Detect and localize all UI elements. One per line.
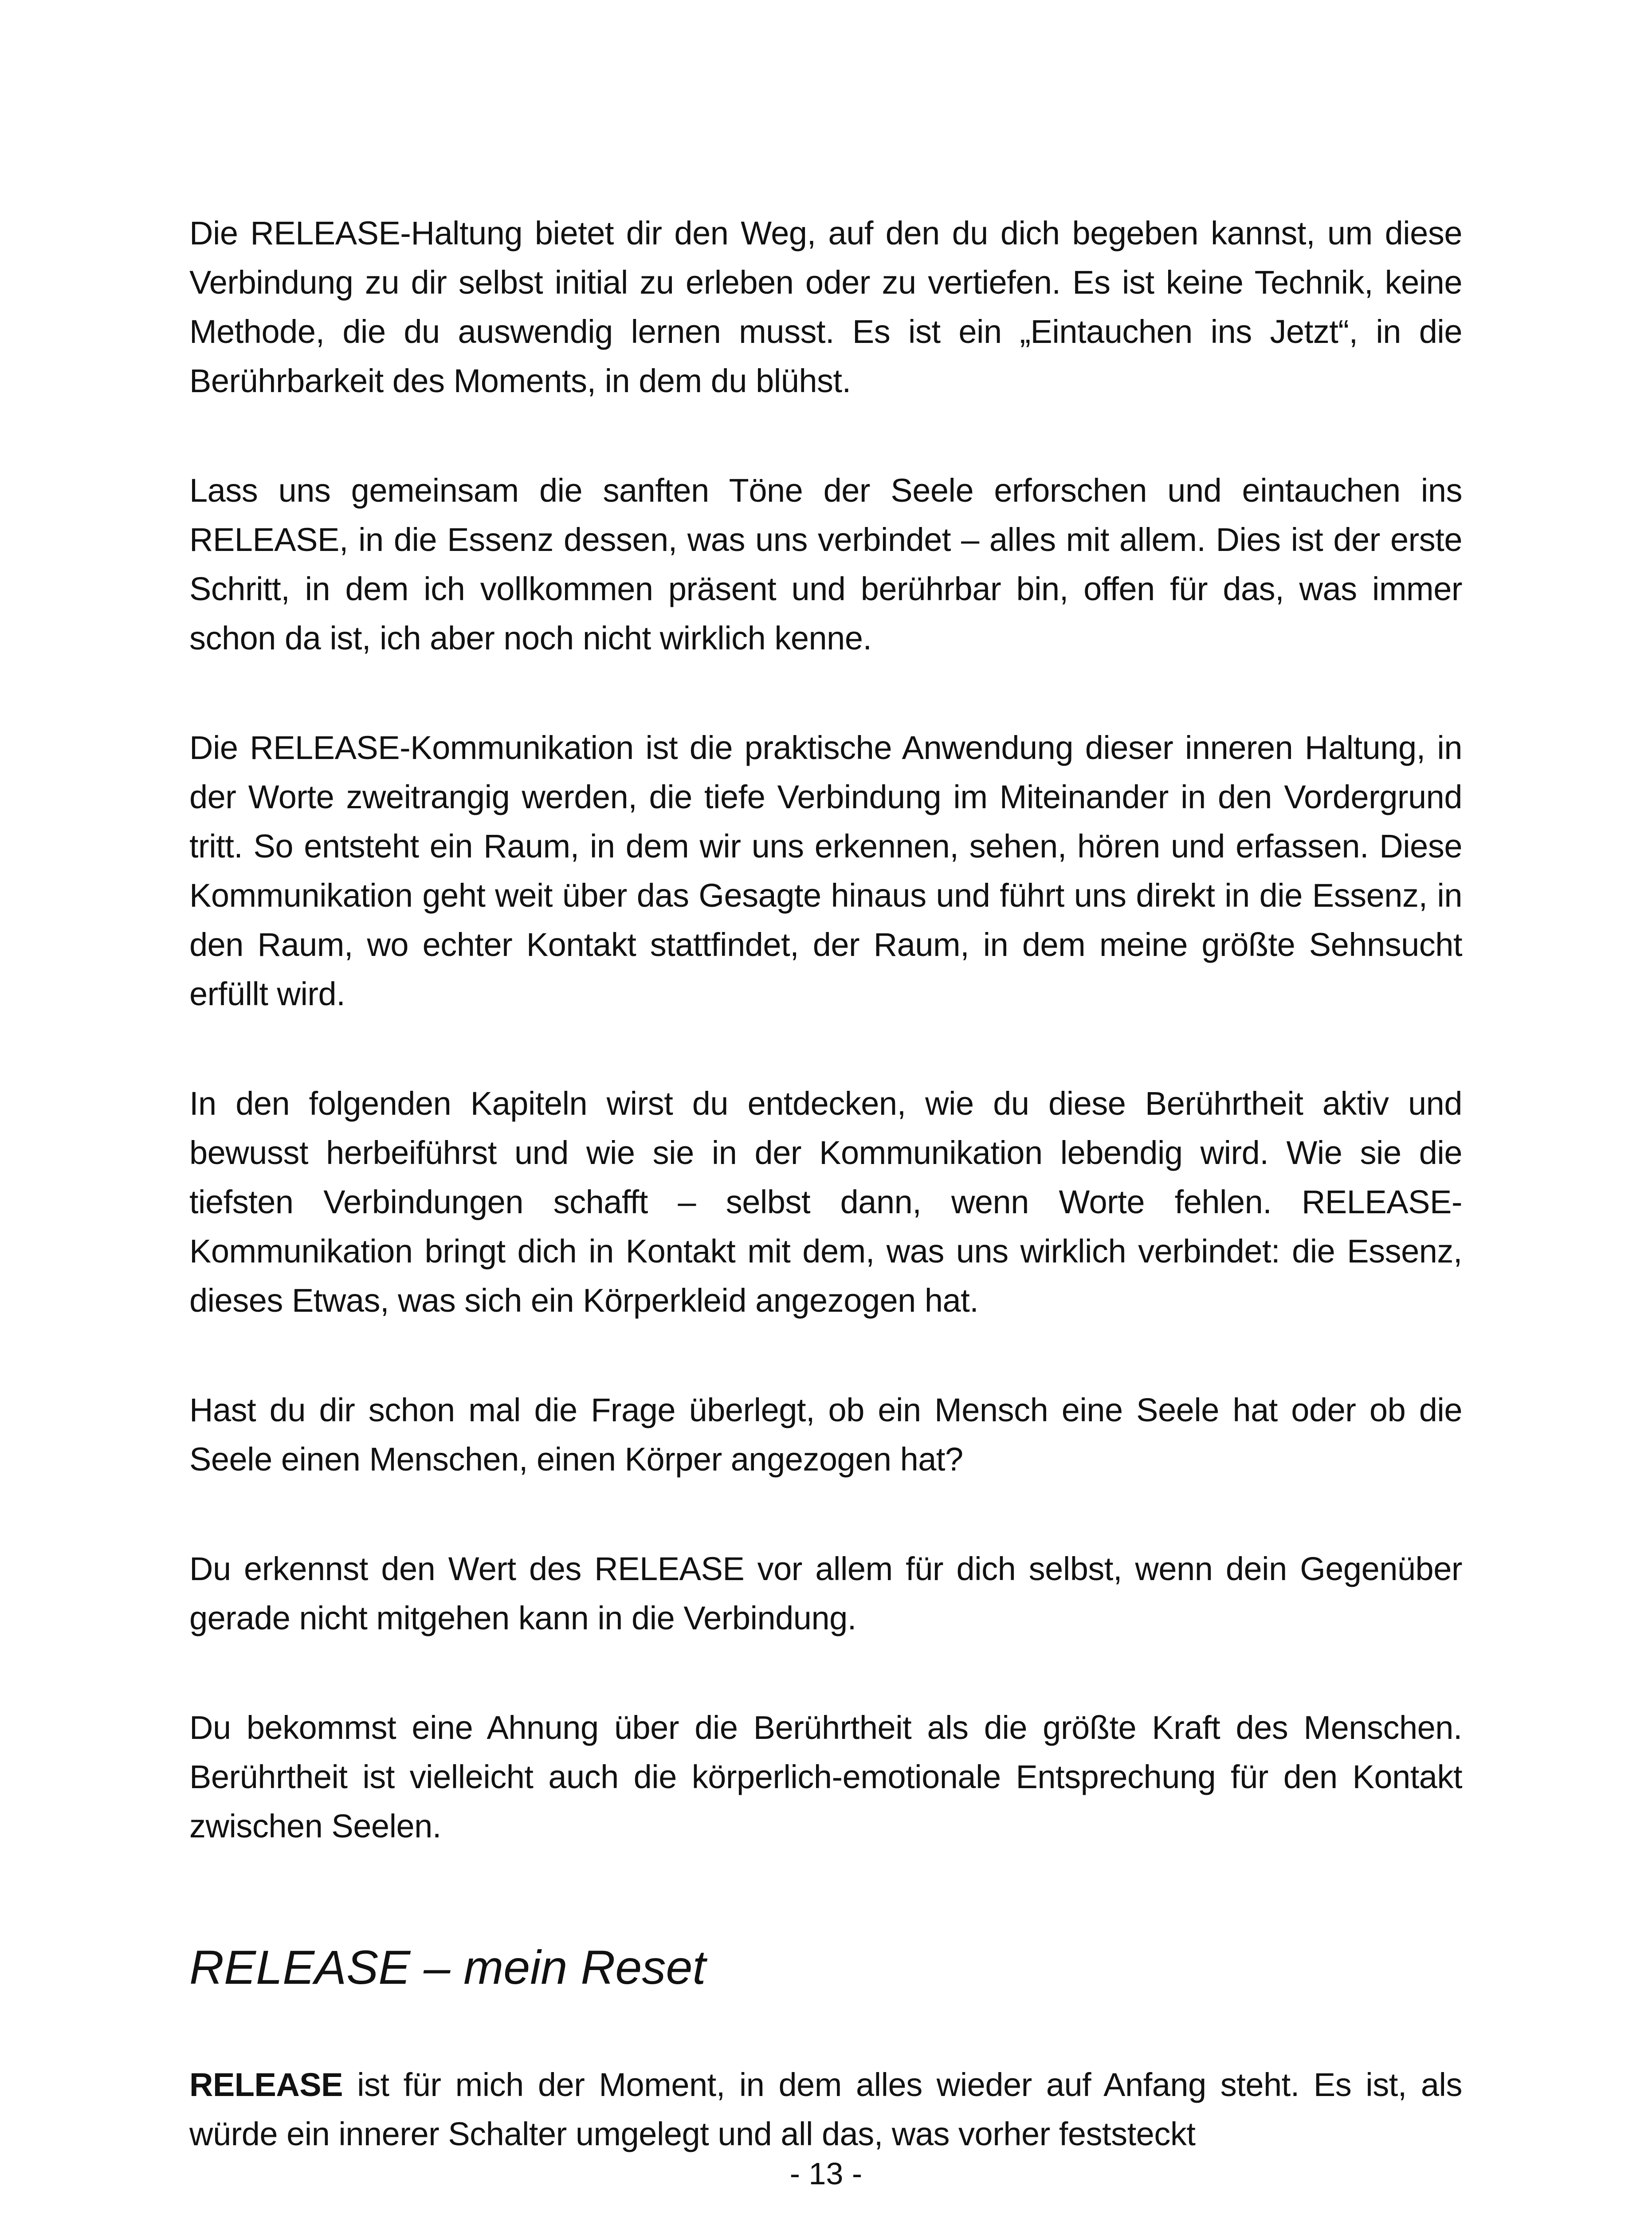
- paragraph-release-haltung: Die RELEASE-Haltung bietet dir den Weg, auf den du dich begeben kannst, um diese Verbindung zu dir selbst initial zu erleben oder zu vertiefen. Es ist keine Technik, keine Methode, die du auswendig lernen musst. Es ist ein „Eintauchen ins Jetzt“, in die Berührbarkeit des Moments, in dem du blühst.: [189, 215, 1462, 399]
- paragraph-release-reset: [189, 2060, 1462, 2159]
- page-number: - 13 -: [789, 2156, 863, 2191]
- paragraph-release-reset-text: ist für mich der Moment, in dem alles wieder auf Anfang steht. Es ist, als würde ein innerer Schalter umgelegt und all das, was vorher feststeckt: [189, 2066, 1462, 2152]
- paragraph-sanfte-toene: Lass uns gemeinsam die sanften Töne der Seele erforschen und eintauchen ins RELEASE, in die Essenz dessen, was uns verbindet – alles mit allem. Dies ist der erste Schritt, in dem ich vollkommen präsent und berührbar bin, offen für das, was immer schon da ist, ich aber noch nicht wirklich kenne.: [189, 472, 1462, 657]
- section-heading: RELEASE – mein Reset: [189, 1940, 706, 1994]
- page-content: [189, 208, 1462, 2159]
- paragraph-frage-seele: Hast du dir schon mal die Frage überlegt, ob ein Mensch eine Seele hat oder ob die Seele einen Menschen, einen Körper angezogen hat?: [189, 1392, 1462, 1478]
- paragraph-beruehrtheit-kraft: Du bekommst eine Ahnung über die Berührtheit als die größte Kraft des Menschen. Berührtheit ist vielleicht auch die körperlich-emotionale Entsprechung für den Kontakt zwischen Seelen.: [189, 1709, 1462, 1844]
- paragraph-release-kommunikation: Die RELEASE-Kommunikation ist die praktische Anwendung dieser inneren Haltung, in der Worte zweitrangig werden, die tiefe Verbindung im Miteinander in den Vordergrund tritt. So entsteht ein Raum, in dem wir uns erkennen, sehen, hören und erfassen. Diese Kommunikation geht weit über das Gesagte hinaus und führt uns direkt in die Essenz, in den Raum, wo echter Kontakt stattfindet, der Raum, in dem meine größte Sehnsucht erfüllt wird.: [189, 729, 1462, 1012]
- paragraph-wert-des-release: Du erkennst den Wert des RELEASE vor allem für dich selbst, wenn dein Gegenüber gerade nicht mitgehen kann in die Verbindung.: [189, 1550, 1462, 1636]
- paragraph-folgende-kapitel: In den folgenden Kapiteln wirst du entdecken, wie du diese Berührtheit aktiv und bewusst herbeiführst und wie sie in der Kommunikation lebendig wird. Wie sie die tiefsten Verbindungen schafft – selbst dann, wenn Worte fehlen. RELEASE-Kommunikation bringt dich in Kontakt mit dem, was uns wirklich verbindet: die Essenz, dieses Etwas, was sich ein Körperkleid angezogen hat.: [189, 1085, 1462, 1319]
- bold-lead-term: RELEASE: [189, 2066, 343, 2103]
